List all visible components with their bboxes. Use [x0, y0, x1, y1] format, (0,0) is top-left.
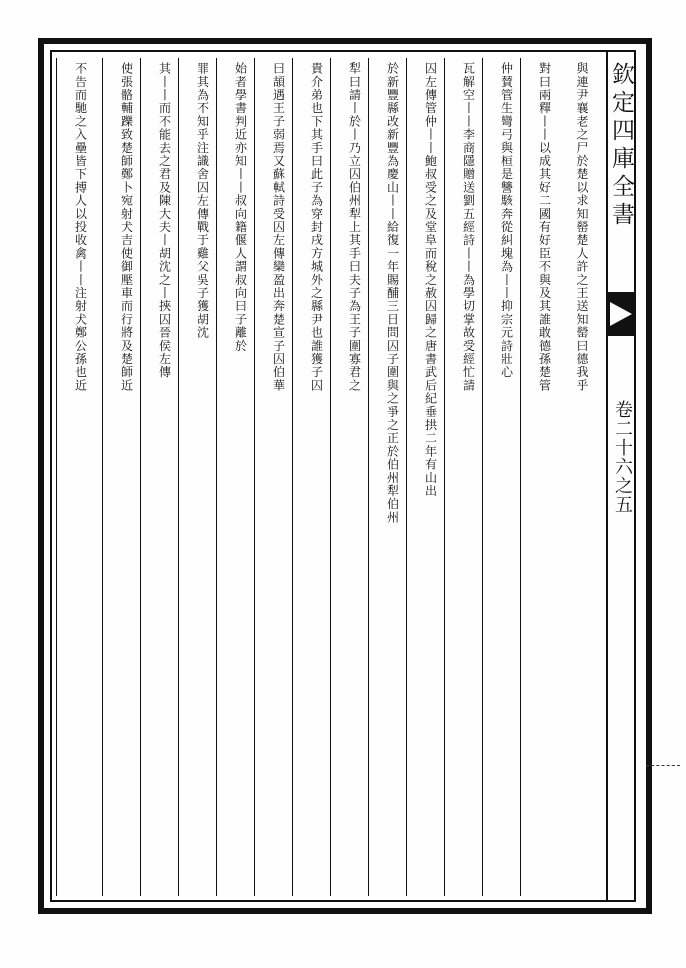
- column-text: 始者學書判近亦知丨丨叔向籍偃人謂叔向曰子離於: [233, 62, 248, 353]
- fish-tail-mark: [606, 292, 636, 336]
- text-column-13: [102, 58, 150, 896]
- column-text: 犁曰請丨於丨乃立囚伯州犁上其手曰夫子為王子圍寡君之: [347, 62, 362, 392]
- column-text: 仲賛管生彎弓與桓是讐駭奔從糾塊為丨丨抑宗元詩壯心: [499, 62, 514, 379]
- column-text: 瓦解空丨丨李商隱贈送劉五經詩丨丨為學切掌故受經忙請: [461, 62, 476, 392]
- column-text: 貴介弟也下其手曰此子為穿封戌方城外之縣尹也誰獲子囚: [309, 62, 324, 392]
- column-text: 於新豐縣改新豐為慶山丨丨給復一年賜酺三日問囚子圍與之爭之正於伯州犁伯州: [385, 62, 400, 524]
- column-text: 囚左傳管仲丨丨鮑叔受之及堂阜而稅之赦囚歸之唐書武后紀垂拱二年有山出: [423, 62, 438, 498]
- volume-label: 卷二十六之五: [612, 400, 633, 514]
- column-text: 不告而馳之入壘皆下搏人以投收禽丨丨注射犬鄭公孫也近: [73, 62, 88, 392]
- text-column-14: [56, 58, 104, 896]
- column-text: 對曰兩釋丨丨以成其好二國有好臣不與及其誰敢德孫楚管: [537, 62, 552, 392]
- column-text: 與連尹襄老之尸於楚以求知罃楚人許之王送知罃曰德我乎: [575, 62, 589, 392]
- column-text: 曰頡遇王子弱焉又蘇軾詩受囚左傳欒盈出奔楚宣子囚伯華: [271, 62, 286, 392]
- column-text: 其丨丨而不能去之君及陳大夫丨胡沈之丨挾囚晉侯左傳: [157, 62, 172, 379]
- column-text: 罪其為不知乎注識舍囚左傳戰于雞父吳子獲胡沈: [195, 62, 210, 340]
- banner-title: 欽定四庫全書: [608, 62, 634, 230]
- column-text: 使張骼輔躒致楚師鄭卜宛射犬吉使御壓車而行將及楚師近: [119, 62, 134, 392]
- margin-dash: [646, 765, 680, 767]
